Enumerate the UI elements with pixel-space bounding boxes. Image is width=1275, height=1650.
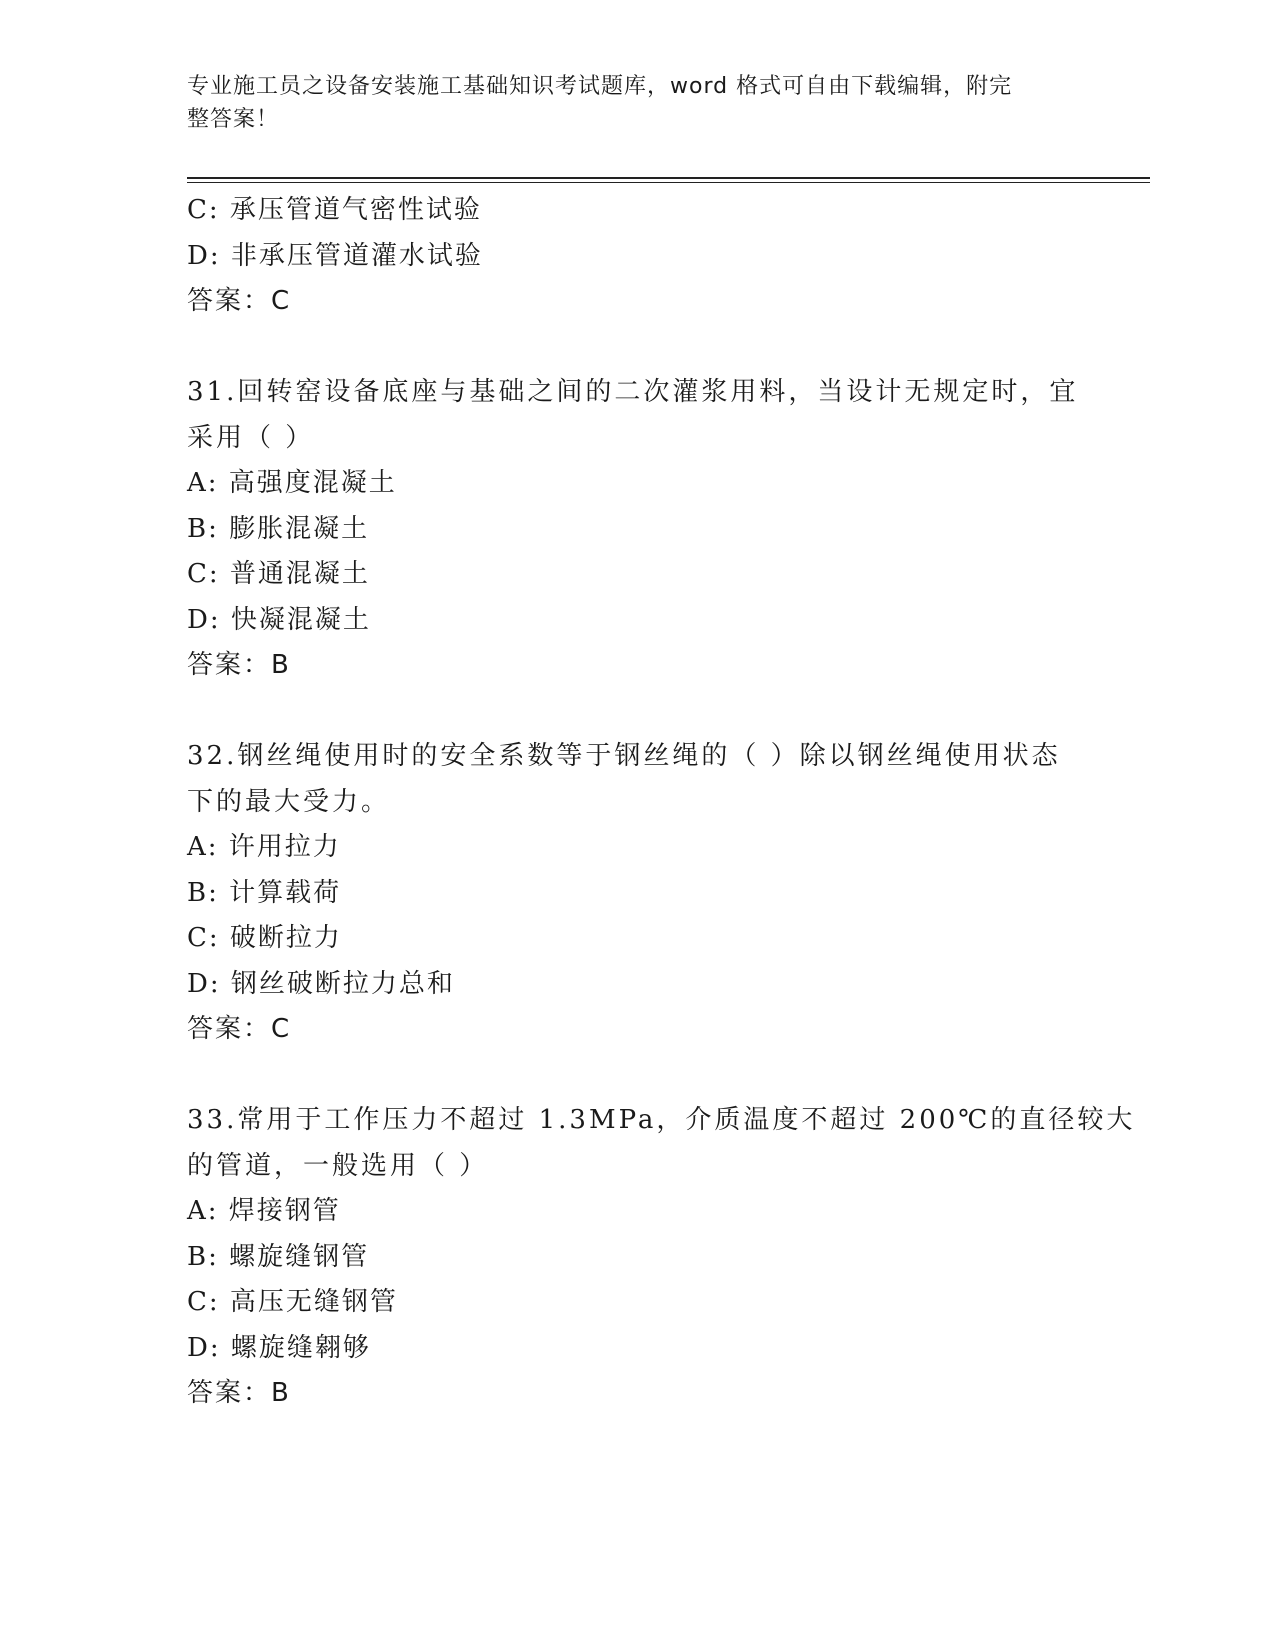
option-b: B: 计算载荷 [187, 877, 342, 908]
question-stem-line: 33.常用于工作压力不超过 1.3MPa，介质温度不超过 200℃的直径较大 [187, 1105, 1136, 1135]
option-c: C: 承压管道气密性试验 [187, 195, 482, 225]
option-d: D: 快凝混凝土 [187, 604, 371, 635]
option-b: B: 螺旋缝钢管 [187, 1241, 370, 1272]
spacer [187, 325, 1087, 371]
answer-line: 答案：C [187, 1014, 292, 1044]
question-stem-line: 采用（ ） [187, 422, 315, 453]
option-a: A: 高强度混凝土 [187, 468, 397, 498]
option-d: D: 钢丝破断拉力总和 [187, 968, 455, 999]
spacer [187, 689, 1087, 735]
question-32 [187, 734, 1087, 1053]
header-line-1: 专业施工员之设备安装施工基础知识考试题库，word 格式可自由下载编辑，附完 [187, 74, 1013, 99]
answer-line: 答案：B [187, 1378, 291, 1408]
option-c: C: 破断拉力 [187, 923, 342, 953]
answer-line: 答案：B [187, 650, 291, 680]
question-stem-line: 31.回转窑设备底座与基础之间的二次灌浆用料，当设计无规定时，宜 [187, 377, 1079, 407]
spacer [187, 1053, 1087, 1099]
answer-line: 答案：C [187, 286, 292, 316]
question-31 [187, 370, 1087, 689]
option-c: C: 高压无缝钢管 [187, 1287, 398, 1317]
option-a: A: 许用拉力 [187, 832, 341, 862]
header-line-2: 整答案！ [187, 107, 280, 132]
document-header [187, 70, 1067, 136]
question-stem-line: 下的最大受力。 [187, 786, 391, 817]
header-divider-thin [187, 182, 1150, 183]
question-stem-line: 的管道，一般选用（ ） [187, 1150, 489, 1181]
option-a: A: 焊接钢管 [187, 1196, 341, 1226]
option-d: D: 非承压管道灌水试验 [187, 240, 483, 271]
question-33 [187, 1098, 1136, 1417]
option-c: C: 普通混凝土 [187, 559, 370, 589]
option-d: D: 螺旋缝翱够 [187, 1332, 371, 1363]
option-b: B: 膨胀混凝土 [187, 513, 370, 544]
previous-question-tail [187, 188, 1087, 325]
header-divider-thick [187, 177, 1150, 179]
question-stem-line: 32.钢丝绳使用时的安全系数等于钢丝绳的（ ）除以钢丝绳使用状态 [187, 741, 1061, 771]
question-list [187, 188, 1136, 1417]
